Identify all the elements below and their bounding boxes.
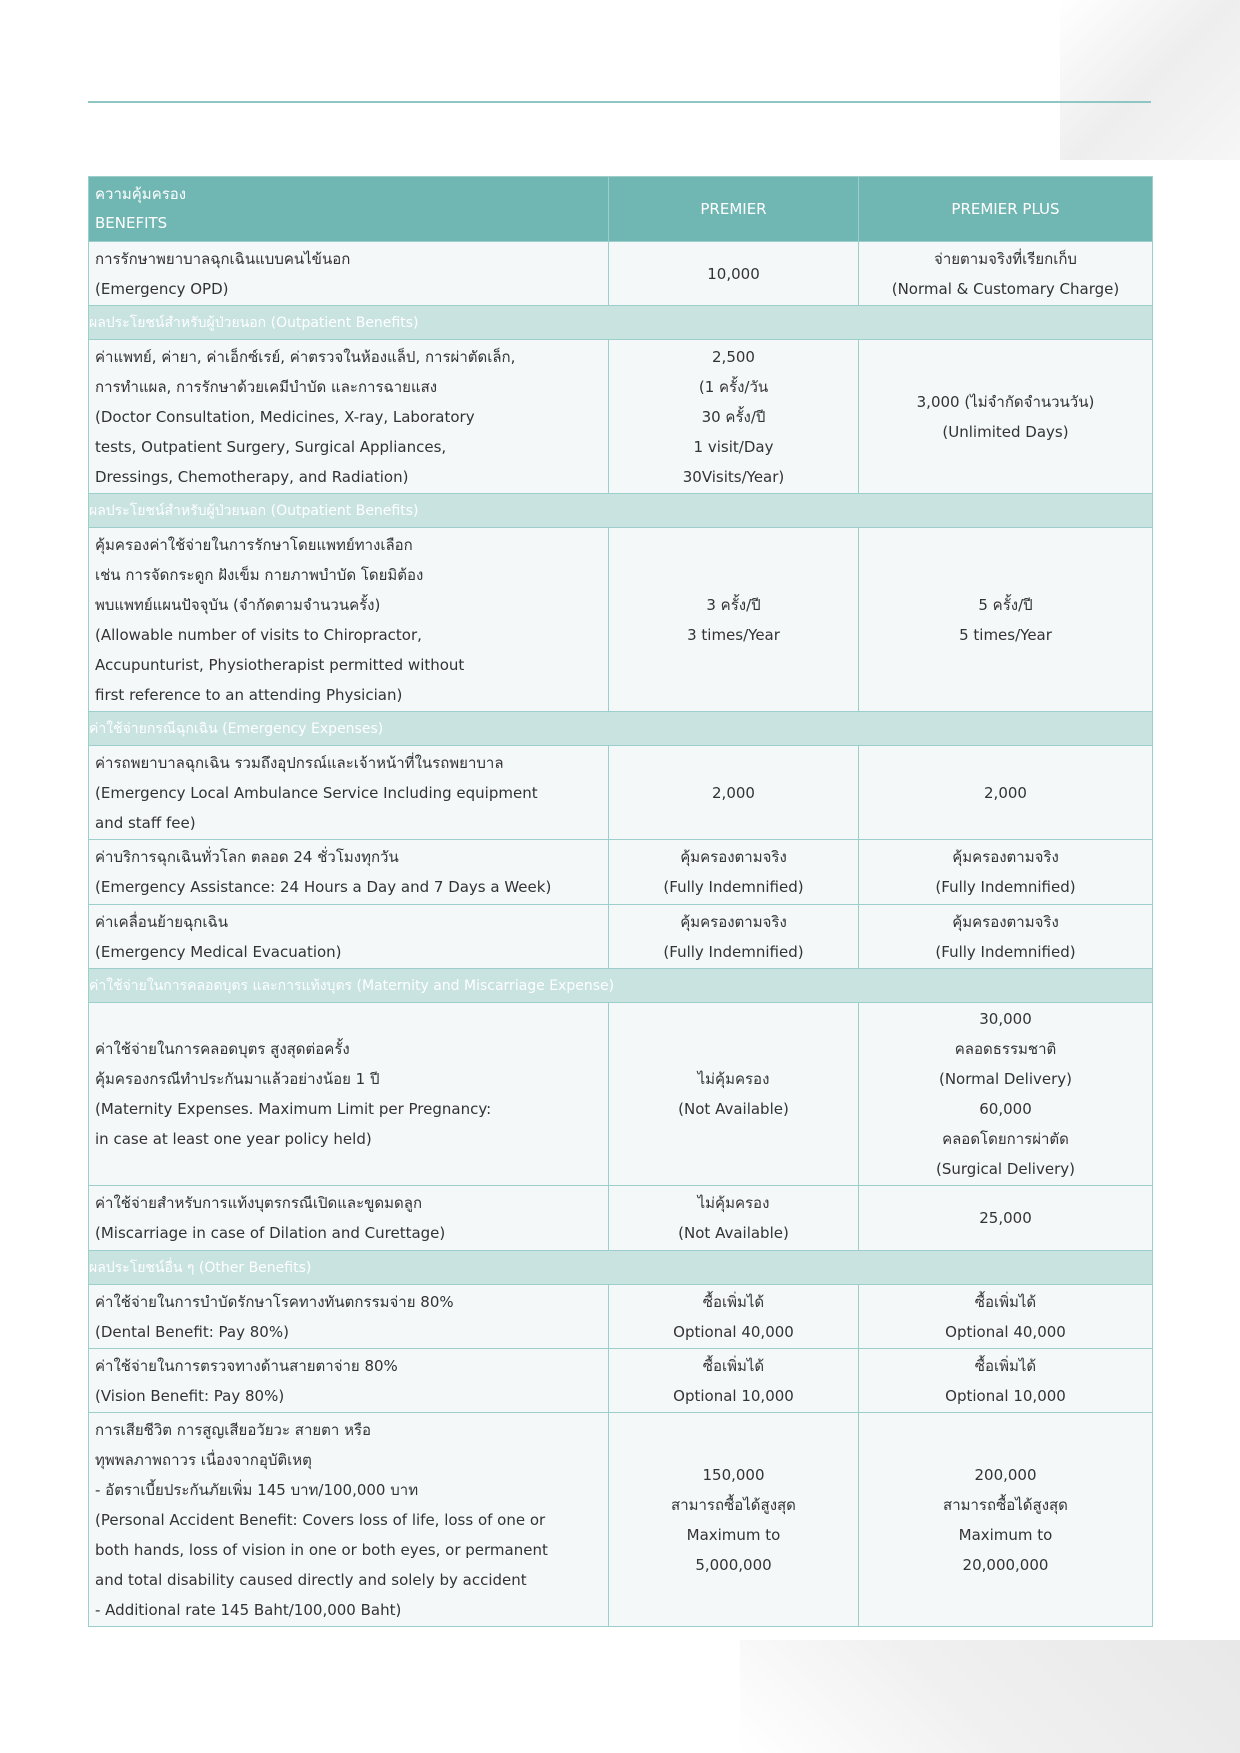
benefit-description-cell xyxy=(89,1186,609,1251)
benefit-description-cell xyxy=(89,746,609,840)
cell-text-line: (Emergency Assistance: 24 Hours a Day and 7 Days a Week) xyxy=(95,878,552,896)
premier-value-cell xyxy=(609,1285,859,1349)
cell-text-line: (Personal Accident Benefit: Covers loss of life, loss of one or xyxy=(95,1510,546,1529)
premier-plus-value-cell xyxy=(859,340,1153,494)
premier-plus-value-cell xyxy=(859,1349,1153,1413)
benefit-description-cell xyxy=(89,1413,609,1627)
section-header-row xyxy=(89,712,1153,746)
cell-text-line: (Allowable number of visits to Chiropractor, xyxy=(95,625,422,644)
cell-text-line: การทำแผล, การรักษาด้วยเคมีบำบัด และการฉายแสง xyxy=(95,377,438,396)
cell-text-line: ค่าแพทย์, ค่ายา, ค่าเอ็กซ์เรย์, ค่าตรวจในห้องแล็ป, การผ่าตัดเล็ก, xyxy=(95,347,516,366)
benefit-description-cell xyxy=(89,340,609,494)
cell-text-line: Maximum to xyxy=(958,1525,1053,1544)
section-header-row xyxy=(89,969,1153,1003)
cell-text-line: ซื้อเพิ่มได้ xyxy=(974,1292,1037,1311)
cell-text-line: เช่น การจัดกระดูก ฝังเข็ม กายภาพบำบัด โดยมิต้อง xyxy=(95,565,424,584)
benefit-description-cell xyxy=(89,1349,609,1413)
cell-text-line: ไม่คุ้มครอง xyxy=(697,1194,770,1212)
benefits-table xyxy=(88,176,1153,1627)
benefit-description-cell xyxy=(89,840,609,905)
cell-text-line: Optional 40,000 xyxy=(673,1322,794,1341)
cell-text-line: 30 ครั้ง/ปี xyxy=(701,407,766,426)
table-row xyxy=(89,746,1153,840)
cell-text-line: 60,000 xyxy=(979,1100,1032,1118)
premier-value-cell xyxy=(609,1349,859,1413)
cell-text-line: สามารถซื้อได้สูงสุด xyxy=(943,1495,1068,1514)
cell-text-line: (Normal Delivery) xyxy=(938,1070,1072,1088)
premier-plus-value-cell xyxy=(859,1186,1153,1251)
cell-text-line: (Unlimited Days) xyxy=(942,422,1069,441)
cell-text-line: 25,000 xyxy=(979,1209,1032,1227)
premier-plus-value-cell xyxy=(859,528,1153,712)
cell-text-line: 30Visits/Year) xyxy=(682,467,785,486)
cell-text-line: both hands, loss of vision in one or both eyes, or permanent xyxy=(95,1540,548,1559)
cell-text-line: ค่าใช้จ่ายในการบำบัดรักษาโรคทางทันตกรรมจ่าย 80% xyxy=(95,1292,454,1311)
premier-value-cell xyxy=(609,528,859,712)
cell-text-line: คุ้มครองตามจริง xyxy=(952,848,1059,866)
premier-value-cell xyxy=(609,340,859,494)
cell-text-line: ค่าใช้จ่ายสำหรับการแท้งบุตรกรณีเปิดและขูดมดลูก xyxy=(95,1194,423,1212)
section-label: ผลประโยชน์อื่น ๆ (Other Benefits) xyxy=(89,1251,1153,1285)
section-label: ผลประโยชน์สำหรับผู้ป่วยนอก (Outpatient Benefits) xyxy=(89,306,1153,340)
cell-text-line: คลอดโดยการผ่าตัด xyxy=(942,1130,1069,1148)
cell-text-line: พบแพทย์แผนปัจจุบัน (จำกัดตามจำนวนครั้ง) xyxy=(95,595,381,614)
premier-value-cell xyxy=(609,242,859,306)
table-header-row xyxy=(89,177,1153,242)
header-premier-plus: PREMIER PLUS xyxy=(859,177,1153,242)
cell-text-line: (Fully Indemnified) xyxy=(935,878,1076,896)
table-row xyxy=(89,242,1153,306)
cell-text-line: 30,000 xyxy=(979,1010,1032,1028)
section-label: ค่าใช้จ่ายในการคลอดบุตร และการแท้งบุตร (Maternity and Miscarriage Expense) xyxy=(89,969,1153,1003)
cell-text-line: คลอดธรรมชาติ xyxy=(954,1040,1057,1058)
section-header-row xyxy=(89,494,1153,528)
cell-text-line: and total disability caused directly and solely by accident xyxy=(95,1570,527,1589)
cell-text-line: 150,000 xyxy=(702,1465,765,1484)
cell-text-line: ค่ารถพยาบาลฉุกเฉิน รวมถึงอุปกรณ์และเจ้าหน้าที่ในรถพยาบาล xyxy=(95,753,504,772)
header-benefits-english: BENEFITS xyxy=(95,214,168,232)
cell-text-line: ทุพพลภาพถาวร เนื่องจากอุบัติเหตุ xyxy=(95,1450,312,1469)
cell-text-line: Accupunturist, Physiotherapist permitted without xyxy=(95,655,465,674)
premier-value-cell xyxy=(609,1003,859,1186)
cell-text-line: - อัตราเบี้ยประกันภัยเพิ่ม 145 บาท/100,000 บาท xyxy=(95,1480,419,1499)
table-row xyxy=(89,840,1153,905)
cell-text-line: (Emergency OPD) xyxy=(95,279,229,298)
cell-text-line: ซื้อเพิ่มได้ xyxy=(974,1356,1037,1375)
cell-text-line: 3 times/Year xyxy=(687,625,780,644)
cell-text-line: จ่ายตามจริงที่เรียกเก็บ xyxy=(934,249,1077,268)
cell-text-line: 1 visit/Day xyxy=(693,437,774,456)
cell-text-line: Dressings, Chemotherapy, and Radiation) xyxy=(95,467,409,486)
table-row xyxy=(89,340,1153,494)
benefit-description-cell xyxy=(89,1285,609,1349)
cell-text-line: (Vision Benefit: Pay 80%) xyxy=(95,1386,285,1405)
cell-text-line: 20,000,000 xyxy=(962,1555,1049,1574)
cell-text-line: คุ้มครองค่าใช้จ่ายในการรักษาโดยแพทย์ทางเลือก xyxy=(95,535,413,554)
premier-plus-value-cell xyxy=(859,1413,1153,1627)
section-header-row xyxy=(89,306,1153,340)
cell-text-line: คุ้มครองตามจริง xyxy=(680,912,787,931)
premier-plus-value-cell xyxy=(859,746,1153,840)
table-row xyxy=(89,1285,1153,1349)
benefit-description-cell xyxy=(89,905,609,969)
cell-text-line: (Doctor Consultation, Medicines, X-ray, Laboratory xyxy=(95,407,475,426)
cell-text-line: Maximum to xyxy=(686,1525,781,1544)
cell-text-line: 5,000,000 xyxy=(695,1555,772,1574)
table-row xyxy=(89,905,1153,969)
premier-plus-value-cell xyxy=(859,242,1153,306)
cell-text-line: 3 ครั้ง/ปี xyxy=(706,595,761,614)
cell-text-line: (Maternity Expenses. Maximum Limit per Pregnancy: xyxy=(95,1100,492,1118)
cell-text-line: สามารถซื้อได้สูงสุด xyxy=(671,1495,796,1514)
cell-text-line: (Emergency Local Ambulance Service Including equipment xyxy=(95,783,538,802)
header-benefits xyxy=(89,177,609,242)
cell-text-line: (Dental Benefit: Pay 80%) xyxy=(95,1322,289,1341)
benefit-description-cell xyxy=(89,242,609,306)
premier-value-cell xyxy=(609,1186,859,1251)
premier-value-cell xyxy=(609,840,859,905)
cell-text-line: ค่าใช้จ่ายในการคลอดบุตร สูงสุดต่อครั้ง xyxy=(95,1040,350,1058)
cell-text-line: tests, Outpatient Surgery, Surgical Appliances, xyxy=(95,437,447,456)
cell-text-line: and staff fee) xyxy=(95,813,196,832)
cell-text-line: การเสียชีวิต การสูญเสียอวัยวะ สายตา หรือ xyxy=(95,1420,372,1439)
cell-text-line: (Emergency Medical Evacuation) xyxy=(95,942,342,961)
cell-text-line: คุ้มครองตามจริง xyxy=(680,848,787,866)
table-row xyxy=(89,1349,1153,1413)
benefit-description-cell xyxy=(89,528,609,712)
cell-text-line: 2,500 xyxy=(712,347,755,366)
cell-text-line: 2,000 xyxy=(712,783,755,802)
cell-text-line: in case at least one year policy held) xyxy=(95,1130,372,1148)
cell-text-line: 3,000 (ไม่จำกัดจำนวนวัน) xyxy=(916,392,1095,411)
cell-text-line: Optional 10,000 xyxy=(673,1386,794,1405)
cell-text-line: คุ้มครองกรณีทำประกันมาแล้วอย่างน้อย 1 ปี xyxy=(95,1070,380,1088)
cell-text-line: ค่าใช้จ่ายในการตรวจทางด้านสายตาจ่าย 80% xyxy=(95,1356,398,1375)
cell-text-line: - Additional rate 145 Baht/100,000 Baht) xyxy=(95,1600,402,1619)
cell-text-line: ซื้อเพิ่มได้ xyxy=(702,1292,765,1311)
cell-text-line: (Miscarriage in case of Dilation and Curettage) xyxy=(95,1224,446,1242)
premier-value-cell xyxy=(609,746,859,840)
header-premier: PREMIER xyxy=(609,177,859,242)
background-decoration-bottom xyxy=(740,1640,1240,1753)
benefit-description-cell xyxy=(89,1003,609,1186)
section-label: ผลประโยชน์สำหรับผู้ป่วยนอก (Outpatient Benefits) xyxy=(89,494,1153,528)
cell-text-line: (Surgical Delivery) xyxy=(936,1160,1075,1178)
top-divider xyxy=(88,101,1151,103)
cell-text-line: first reference to an attending Physician) xyxy=(95,685,403,704)
cell-text-line: (Not Available) xyxy=(678,1224,789,1242)
cell-text-line: ค่าบริการฉุกเฉินทั่วโลก ตลอด 24 ชั่วโมงทุกวัน xyxy=(95,848,399,866)
table-row xyxy=(89,1413,1153,1627)
cell-text-line: 10,000 xyxy=(707,264,760,283)
table-body xyxy=(89,242,1153,1627)
premier-plus-value-cell xyxy=(859,840,1153,905)
cell-text-line: (Normal & Customary Charge) xyxy=(891,279,1120,298)
background-decoration-top xyxy=(1060,0,1240,160)
cell-text-line: (1 ครั้ง/วัน xyxy=(698,377,769,396)
header-benefits-thai: ความคุ้มครอง xyxy=(95,185,187,203)
premier-plus-value-cell xyxy=(859,905,1153,969)
table-row xyxy=(89,528,1153,712)
cell-text-line: (Fully Indemnified) xyxy=(663,878,804,896)
premier-plus-value-cell xyxy=(859,1285,1153,1349)
premier-plus-value-cell xyxy=(859,1003,1153,1186)
section-header-row xyxy=(89,1251,1153,1285)
cell-text-line: (Fully Indemnified) xyxy=(935,942,1076,961)
premier-value-cell xyxy=(609,905,859,969)
premier-value-cell xyxy=(609,1413,859,1627)
cell-text-line: 200,000 xyxy=(974,1465,1037,1484)
cell-text-line: ซื้อเพิ่มได้ xyxy=(702,1356,765,1375)
cell-text-line: การรักษาพยาบาลฉุกเฉินแบบคนไข้นอก xyxy=(95,249,351,268)
cell-text-line: Optional 40,000 xyxy=(945,1322,1066,1341)
cell-text-line: ค่าเคลื่อนย้ายฉุกเฉิน xyxy=(95,912,228,931)
cell-text-line: (Not Available) xyxy=(678,1100,789,1118)
cell-text-line: ไม่คุ้มครอง xyxy=(697,1070,770,1088)
cell-text-line: 5 times/Year xyxy=(959,625,1052,644)
table-row xyxy=(89,1003,1153,1186)
cell-text-line: คุ้มครองตามจริง xyxy=(952,912,1059,931)
cell-text-line: 2,000 xyxy=(984,783,1027,802)
cell-text-line: (Fully Indemnified) xyxy=(663,942,804,961)
table-row xyxy=(89,1186,1153,1251)
section-label: ค่าใช้จ่ายกรณีฉุกเฉิน (Emergency Expenses) xyxy=(89,712,1153,746)
cell-text-line: Optional 10,000 xyxy=(945,1386,1066,1405)
cell-text-line: 5 ครั้ง/ปี xyxy=(978,595,1033,614)
